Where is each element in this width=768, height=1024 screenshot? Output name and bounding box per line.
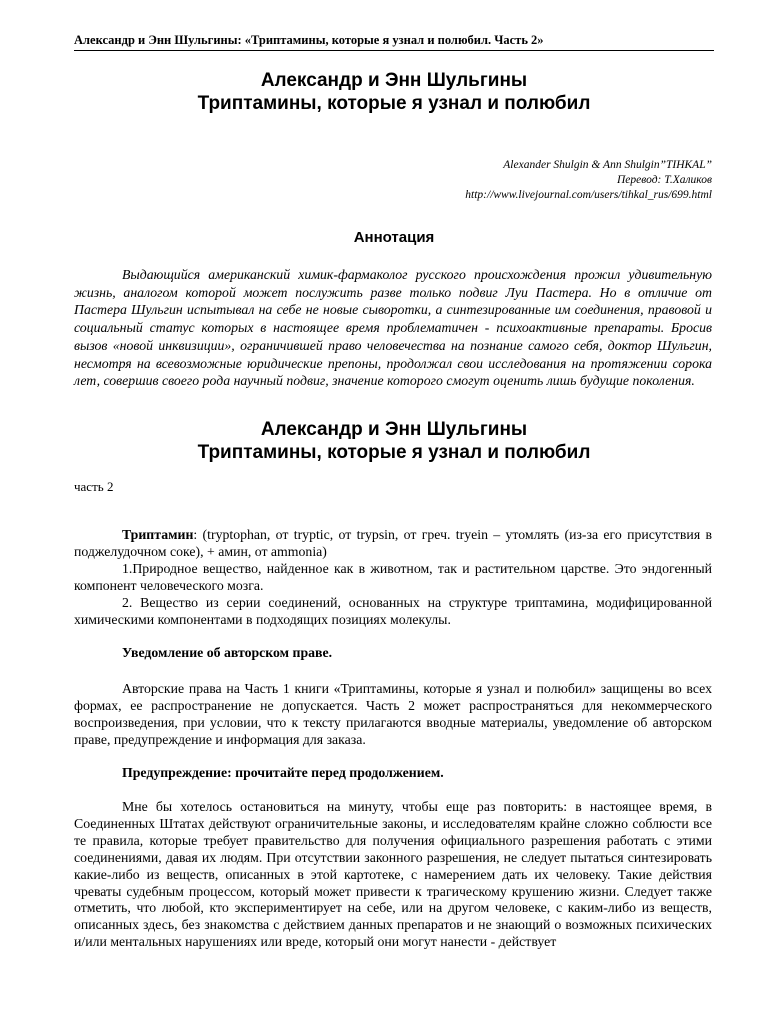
document-title: [74, 69, 714, 115]
credits-translator: Перевод: Т.Халиков: [617, 174, 712, 186]
warning-heading: Предупреждение: прочитайте перед продолжением.: [122, 765, 444, 780]
credits-authors: Alexander Shulgin & Ann Shulgin”TIHKAL”: [503, 159, 712, 171]
credits-url: http://www.livejournal.com/users/tihkal_rus/699.html: [465, 189, 712, 201]
copyright-block: [74, 681, 712, 749]
warning-block: [74, 799, 712, 951]
credits-block: [74, 158, 712, 203]
part-label: часть 2: [74, 479, 114, 494]
title-book: Триптамины, которые я узнал и полюбил: [197, 93, 591, 114]
document-title-repeat: [74, 418, 714, 464]
title-authors: Александр и Энн Шульгины: [260, 70, 528, 91]
title-authors-repeat: Александр и Энн Шульгины: [260, 419, 528, 440]
definition-paragraph: [74, 527, 712, 561]
warning-text: Мне бы хотелось остановиться на минуту, чтобы еще раз повторить: в настоящее время, в Соединенных Штатах действуют ограничительные законы, и исследователям крайне сложно соблюсти все те правила, которые требует правительство для получения официального разрешения работать с этими соединениями, давая их людям. При отсутствии законного разрешения, не следует пытаться синтезировать какие-либо из веществ, описанных в этой картотеке, с намерением дать их человеку. Такие действия чреваты судебным процессом, который может привести к трагическому крушению жизни. Следует также отметить, что любой, кто экспериментирует на себе, или на другом человеке, с каким-либо из веществ, описанных здесь, без знакомства с действием данных препаратов и не знающий о возможных психических и/или ментальных нарушениях или вреде, который они могут нанести - действует: [74, 799, 712, 950]
annotation-title: Аннотация: [353, 229, 435, 246]
definition-term: Триптамин: [122, 527, 194, 542]
definition-item-2: 2. Вещество из серии соединений, основанных на структуре триптамина, модифицированной химическими компонентами в подходящих позициях молекулы.: [74, 594, 712, 627]
annotation-text: Выдающийся американский химик-фармаколог русского происхождения прожил удивительную жизнь, аналогом которой может послужить разве только подвиг Луи Пастера. Но в отличие от Пастера Шульгин испытывал на себе не новые сыворотки, а синтезированные им соединения, правовой и социальный статус которых в настоящее время проблематичен - психоактивные препараты. Бросив вызов «новой инквизиции», ограничившей право человечества на познание самого себя, доктор Шульгин, несмотря на всевозможные юридические препоны, продолжал свои исследования на протяжении сорока лет, совершив своего рода научный подвиг, значение которого смогут оценить лишь будущие поколения.: [74, 267, 712, 389]
title-book-repeat: Триптамины, которые я узнал и полюбил: [197, 442, 591, 463]
running-header: Александр и Энн Шульгины: «Триптамины, которые я узнал и полюбил. Часть 2»: [74, 33, 714, 51]
copyright-heading: Уведомление об авторском праве.: [122, 645, 333, 660]
copyright-text: Авторские права на Часть 1 книги «Триптамины, которые я узнал и полюбил» защищены во всех формах, ее распространение не допускается. Часть 2 может распространяться для некоммерческого воспроизведения, при условии, что к тексту прилагаются вводные материалы, уведомление об авторском праве, предупреждение и информация для заказа.: [74, 681, 712, 747]
definition-item-1: 1.Природное вещество, найденное как в животном, так и растительном царстве. Это эндогенный компонент человеческого мозга.: [74, 560, 712, 593]
definition-block: [74, 527, 712, 628]
definition-intro: : (tryptophan, от tryptic, от trypsin, от греч. tryein – утомлять (из-за его присутствия в поджелудочном соке), + амин, от ammonia): [74, 527, 712, 559]
